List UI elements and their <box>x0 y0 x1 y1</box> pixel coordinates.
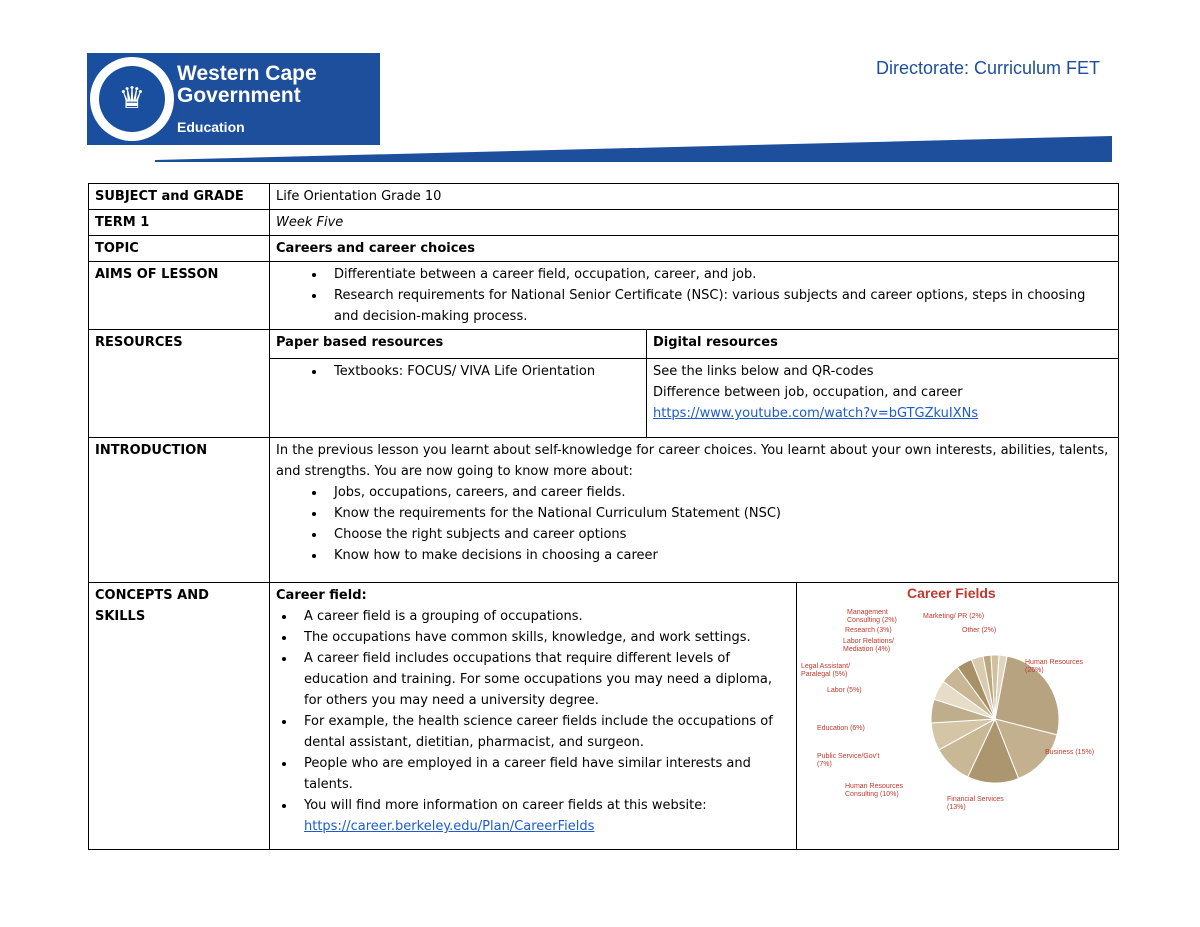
aim-item: • Research requirements for National Senior Certificate (NSC): various subjects and career options, steps in choosing and decision-making process. <box>326 285 1112 327</box>
pie-slice-label: Human Resources Consulting (10%) <box>845 783 903 798</box>
row-term <box>89 210 1119 236</box>
intro-item: • Jobs, occupations, careers, and career fields. <box>326 482 1112 503</box>
intro-label: INTRODUCTION <box>89 438 270 583</box>
subject-label: SUBJECT and GRADE <box>89 184 270 210</box>
career-field-item: • The occupations have common skills, knowledge, and work settings. <box>296 627 790 648</box>
intro-item: • Know how to make decisions in choosing a career <box>326 545 1112 566</box>
paper-item: • Textbooks: FOCUS/ VIVA Life Orientation <box>326 361 640 382</box>
header-swoosh <box>155 136 1112 162</box>
row-introduction <box>89 438 1119 583</box>
career-field-item <box>296 795 790 837</box>
career-field-item: • People who are employed in a career field have similar interests and talents. <box>296 753 790 795</box>
pie-slice-label: Labor Relations/ Mediation (4%) <box>843 638 894 653</box>
topic-value: Careers and career choices <box>270 236 1119 262</box>
career-field-item: • For example, the health science career fields include the occupations of dental assistant, dietitian, pharmacist, and surgeon. <box>296 711 790 753</box>
digital-cell <box>647 359 1119 438</box>
aims-cell <box>270 262 1119 330</box>
concepts-label: CONCEPTS AND SKILLS <box>89 583 270 850</box>
subject-value: Life Orientation Grade 10 <box>270 184 1119 210</box>
row-resources-head <box>89 330 1119 359</box>
youtube-link[interactable]: https://www.youtube.com/watch?v=bGTGZkuIXNs <box>653 406 979 421</box>
pie-slice-label: Other (2%) <box>962 627 997 634</box>
logo-line2: Government <box>177 84 301 107</box>
pie-slice-label: Human Resources (26%) <box>1025 659 1083 674</box>
row-concepts <box>89 583 1119 850</box>
pie-slice-label: Business (15%) <box>1045 749 1095 756</box>
directorate-title: Directorate: Curriculum FET <box>876 58 1101 78</box>
paper-heading: Paper based resources <box>270 330 647 359</box>
row-topic <box>89 236 1119 262</box>
pie-slice-label: Marketing/ PR (2%) <box>923 613 985 620</box>
career-fields-chart <box>797 583 1115 849</box>
pie-slice-label: Legal Assistant/ Paralegal (5%) <box>801 663 851 678</box>
resources-label: RESOURCES <box>89 330 270 438</box>
career-field-item: • A career field is a grouping of occupations. <box>296 606 790 627</box>
career-field-heading: Career field: <box>276 588 367 603</box>
row-aims <box>89 262 1119 330</box>
intro-cell <box>270 438 1119 583</box>
career-field-item-text: You will find more information on career fields at this website: <box>304 798 707 813</box>
lesson-plan-table <box>88 183 1119 850</box>
intro-item: • Know the requirements for the National Curriculum Statement (NSC) <box>326 503 1112 524</box>
paper-cell <box>270 359 647 438</box>
row-subject <box>89 184 1119 210</box>
aims-label: AIMS OF LESSON <box>89 262 270 330</box>
logo-line3: Education <box>177 119 245 135</box>
pie-slice-label: Research (3%) <box>845 627 892 634</box>
digital-heading: Digital resources <box>647 330 1119 359</box>
chart-title: Career Fields <box>907 585 996 601</box>
topic-label: TOPIC <box>89 236 270 262</box>
berkeley-link[interactable]: https://career.berkeley.edu/Plan/CareerFields <box>304 819 595 834</box>
digital-line2: Difference between job, occupation, and career <box>653 385 963 400</box>
logo-line1: Western Cape <box>177 62 317 85</box>
intro-item: • Choose the right subjects and career options <box>326 524 1112 545</box>
pie-slice-label: Financial Services (13%) <box>947 796 1004 811</box>
pie-slice-label: Labor (5%) <box>827 687 862 694</box>
coat-of-arms-icon: ♛ <box>87 53 177 145</box>
pie-slice-label: Management Consulting (2%) <box>847 609 897 624</box>
wcg-logo <box>87 53 380 145</box>
intro-text: In the previous lesson you learnt about self-knowledge for career choices. You learnt about your own interests, abilities, talents, and strengths. You are now going to know more about: <box>276 443 1109 479</box>
aim-item: • Differentiate between a career field, occupation, career, and job. <box>326 264 1112 285</box>
concepts-cell <box>270 583 797 850</box>
term-label: TERM 1 <box>89 210 270 236</box>
career-field-item: • A career field includes occupations that require different levels of education and training. For some occupations you may need a diploma, for others you may need a university degree. <box>296 648 790 711</box>
digital-line1: See the links below and QR-codes <box>653 364 874 379</box>
pie-slice-label: Education (6%) <box>817 725 865 732</box>
chart-cell <box>797 583 1119 850</box>
term-value: Week Five <box>270 210 1119 236</box>
pie-slice-label: Public Service/Gov't (7%) <box>817 753 880 768</box>
